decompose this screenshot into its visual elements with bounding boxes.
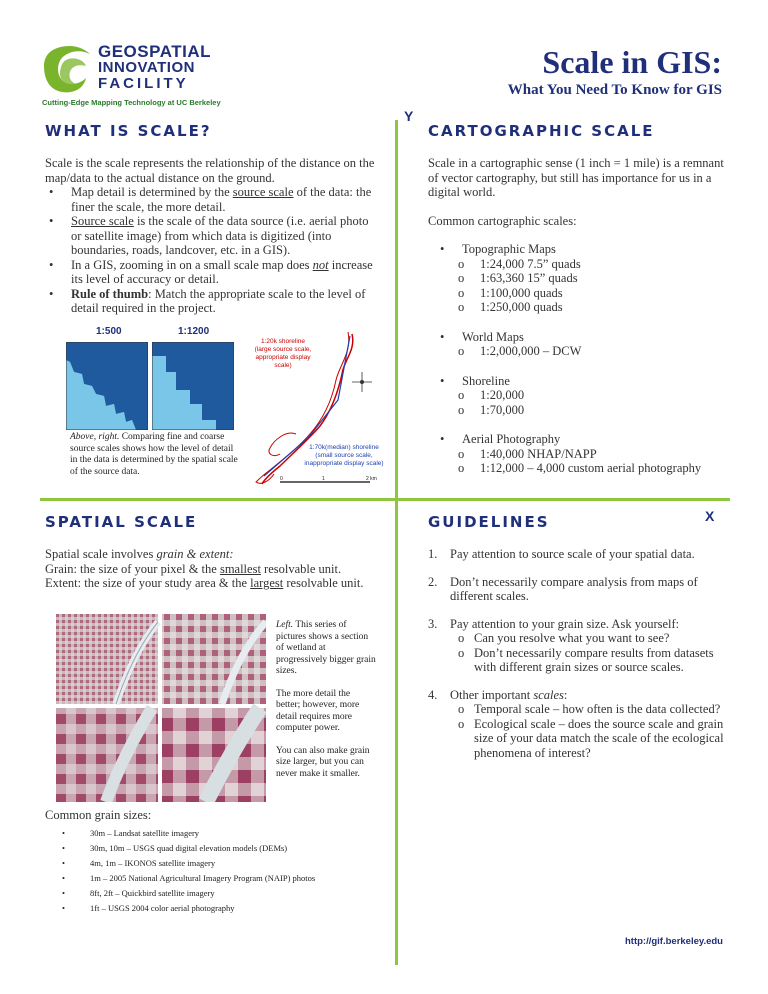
list-item: • 1m – 2005 National Agricultural Imagery Program (NAIP) photos bbox=[58, 871, 388, 886]
logo-tagline: Cutting-Edge Mapping Technology at UC Berkeley bbox=[42, 98, 221, 107]
list-item: • 1ft – USGS 2004 color aerial photography bbox=[58, 901, 388, 916]
page-title: Scale in GIS: bbox=[542, 44, 722, 80]
what-is-scale-heading: WHAT IS SCALE? bbox=[45, 122, 212, 140]
list-item: • 4m, 1m – IKONOS satellite imagery bbox=[58, 856, 388, 871]
list-item: • Source scale is the scale of the data source (i.e. aerial photo or satellite image) from which data is digitized (into boundaries, roads, landcover, etc. in a GIS). bbox=[45, 214, 380, 258]
logo-mark-icon bbox=[42, 44, 92, 94]
cartographic-scale-section: Scale in a cartographic sense (1 inch = 1 mile) is a remnant of vector cartography, but still has importance for us in a digital world. Common cartographic scales: • Topographic Maps o 1:24,000 7.5” quads o 1:63,360 15” quads o 1:100,000 quads o 1:250,000 quads • World Maps o 1:2,000,000 – DCW • Shoreline o 1:20,000 o 1:70,000 • Aerial Photography o 1:40,000 NHAP/NAPP o 1:12,000 – 4,000 custom aerial photography bbox=[428, 156, 728, 476]
scale-label-1200: 1:1200 bbox=[178, 326, 210, 337]
page-subtitle: What You Need To Know for GIS bbox=[507, 82, 722, 98]
cartographic-scale-heading: CARTOGRAPHIC SCALE bbox=[428, 122, 655, 140]
list-item: • 30m, 10m – USGS quad digital elevation models (DEMs) bbox=[58, 841, 388, 856]
guidelines-section: 1. Pay attention to source scale of your spatial data. 2. Don’t necessarily compare analysis from maps of different scales. 3. Pay attention to your grain size. Ask yourself: o Can you resolve what you want to see? o Don’t necessarily compare results from datasets with different grain sizes or source scales. 4. Other important scales: o Temporal scale – how often is the data collected? o Ecological scale – does the source scale and grain size of your data match the scale of the ecological phenomena of interest? bbox=[428, 547, 724, 760]
shore20k-label: 1:20k shoreline (large source scale, appropriate display scale) bbox=[254, 338, 312, 369]
list-item: • Map detail is determined by the source scale of the data: the finer the scale, the more detail. bbox=[45, 185, 380, 214]
list-item: • Rule of thumb: Match the appropriate scale to the level of detail required in the project. bbox=[45, 287, 380, 316]
coarse-scale-map bbox=[152, 342, 234, 430]
fine-scale-map bbox=[66, 342, 148, 430]
carto-intro: Scale in a cartographic sense (1 inch = 1 mile) is a remnant of vector cartography, but still has importance for us in a digital world. bbox=[428, 156, 724, 199]
spatial-side-text: Left. This series of pictures shows a section of wetland at progressively bigger grain sizes. The more detail the better; however, more detail requires more computer power. You can also make grain size larger, but you can never make it smaller. bbox=[276, 620, 376, 779]
y-axis-label: Y bbox=[404, 108, 414, 124]
shore70k-label: 1:70k(median) shoreline (small source scale, inappropriate display scale) bbox=[304, 444, 384, 467]
carto-common: Common cartographic scales: bbox=[428, 213, 577, 228]
scalebar-2: 2 km bbox=[366, 476, 377, 482]
scale-label-500: 1:500 bbox=[96, 326, 122, 337]
logo-line1: GEOSPATIAL bbox=[98, 42, 211, 61]
spatial-scale-section: Spatial scale involves grain & extent: Grain: the size of your pixel & the smallest resolvable unit. Extent: the size of your study area & the largest resolvable unit. bbox=[45, 547, 364, 590]
logo bbox=[42, 42, 221, 108]
grain-list bbox=[58, 826, 388, 916]
scalebar-0: 0 bbox=[280, 476, 283, 482]
what-figure-caption: Above, right. Comparing fine and coarse source scales shows how the level of detail in the data is determined by the spatial scale of the source data. bbox=[70, 432, 238, 477]
scalebar-1: 1 bbox=[322, 476, 325, 482]
y-axis-line bbox=[395, 120, 398, 965]
what-is-scale-section bbox=[45, 156, 380, 316]
grain-size-images bbox=[56, 614, 266, 802]
list-item: • In a GIS, zooming in on a small scale map does not increase its level of accuracy or detail. bbox=[45, 258, 380, 287]
logo-line2: INNOVATION bbox=[98, 59, 195, 76]
x-axis-label: X bbox=[705, 508, 715, 524]
spatial-scale-heading: SPATIAL SCALE bbox=[45, 513, 198, 531]
footer-url-link[interactable]: http://gif.berkeley.edu bbox=[624, 936, 723, 947]
what-intro: Scale is the scale represents the relationship of the distance on the map/data to the actual distance on the ground. bbox=[45, 156, 375, 185]
grain-common-label: Common grain sizes: bbox=[45, 808, 152, 822]
guidelines-heading: GUIDELINES bbox=[428, 513, 550, 531]
list-item: • 30m – Landsat satellite imagery bbox=[58, 826, 388, 841]
list-item: • 8ft, 2ft – Quickbird satellite imagery bbox=[58, 886, 388, 901]
x-axis-line bbox=[40, 498, 730, 501]
logo-line3: FACILITY bbox=[98, 75, 189, 92]
